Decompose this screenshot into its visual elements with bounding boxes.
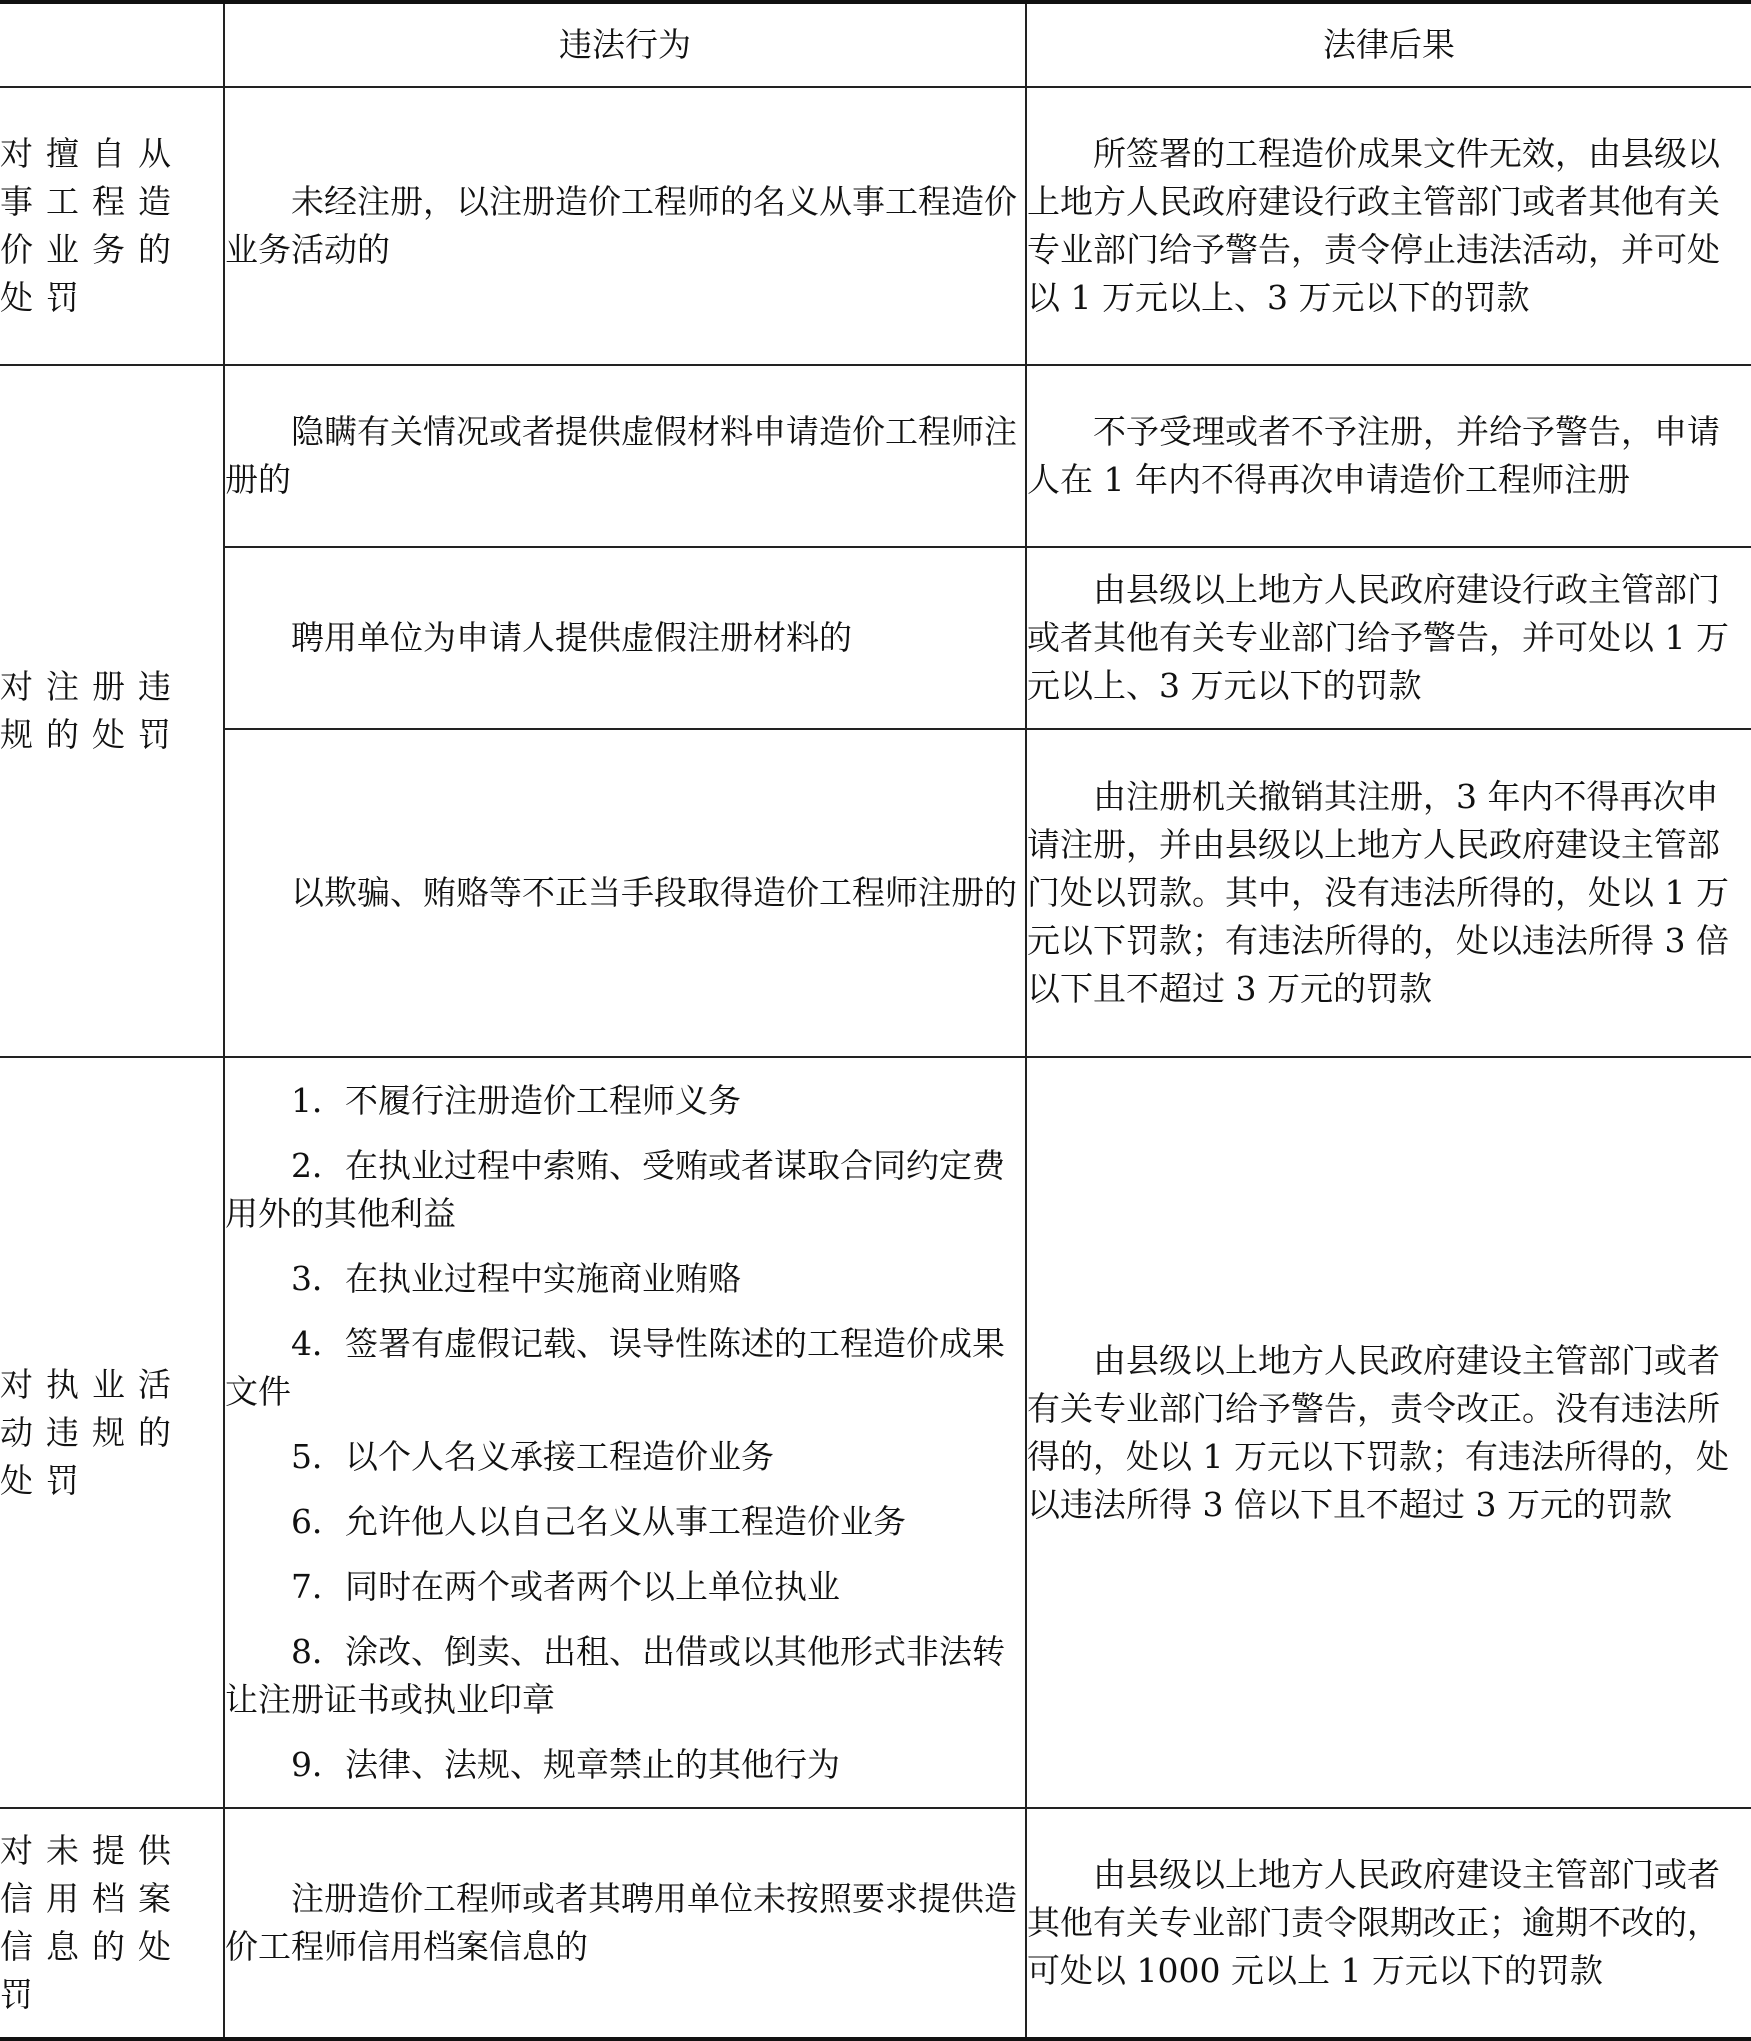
consequence-cell [1026, 729, 1751, 1057]
violation-text: 聘用单位为申请人提供虚假注册材料的 [291, 618, 852, 657]
violation-text: 注册造价工程师或者其聘用单位未按照要求提供造价工程师信用档案信息的 [225, 1879, 1017, 1966]
table-row [0, 547, 1751, 729]
consequence-cell [1026, 1808, 1751, 2039]
violation-list-item: 8．涂改、倒卖、出租、出借或以其他形式非法转让注册证书或执业印章 [225, 1631, 1005, 1719]
consequence-cell [1026, 87, 1751, 365]
consequence-cell [1026, 547, 1751, 729]
table-row [0, 729, 1751, 1057]
table-row [0, 365, 1751, 547]
violation-list-item: 5．以个人名义承接工程造价业务 [291, 1436, 774, 1476]
violation-text: 以欺骗、贿赂等不正当手段取得造价工程师注册的 [291, 873, 1017, 912]
consequence-text: 由注册机关撤销其注册，3 年内不得再次申请注册，并由县级以上地方人民政府建设主管部门处以罚款。其中，没有违法所得的，处以 1 万元以下罚款；有违法所得的，处以违法所得 3 倍以下且不超过 3 万元的罚款 [1027, 777, 1729, 1008]
table-header-row [0, 2, 1751, 87]
violation-text: 未经注册，以注册造价工程师的名义从事工程造价业务活动的 [225, 182, 1017, 269]
header-consequence: 法律后果 [1026, 2, 1751, 87]
violation-list-item: 7．同时在两个或者两个以上单位执业 [291, 1566, 840, 1606]
violation-list-item: 4．签署有虚假记载、误导性陈述的工程造价成果文件 [225, 1323, 1005, 1411]
consequence-text: 由县级以上地方人民政府建设主管部门或者其他有关专业部门责令限期改正；逾期不改的，可处以 1000 元以上 1 万元以下的罚款 [1027, 1855, 1720, 1990]
header-violation: 违法行为 [224, 2, 1026, 87]
table-row [0, 87, 1751, 365]
category-cell: 对注册违规的处罚 [0, 365, 224, 1057]
violation-cell [224, 87, 1026, 365]
category-cell: 对未提供信用档案信息的处罚 [0, 1808, 224, 2039]
violation-cell [224, 365, 1026, 547]
consequence-cell [1026, 1057, 1751, 1808]
violation-list-item: 2．在执业过程中索贿、受贿或者谋取合同约定费用外的其他利益 [225, 1145, 1005, 1233]
table-row [0, 1808, 1751, 2039]
violation-list-item: 1．不履行注册造价工程师义务 [291, 1080, 741, 1120]
violation-list-cell [224, 1057, 1026, 1808]
violation-list-item: 3．在执业过程中实施商业贿赂 [291, 1258, 741, 1298]
violation-cell [224, 1808, 1026, 2039]
violation-list-item: 9．法律、法规、规章禁止的其他行为 [291, 1744, 840, 1784]
category-cell: 对执业活动违规的处罚 [0, 1057, 224, 1808]
violation-text: 隐瞒有关情况或者提供虚假材料申请造价工程师注册的 [225, 412, 1017, 499]
consequence-text: 由县级以上地方人民政府建设行政主管部门或者其他有关专业部门给予警告，并可处以 1 万元以上、3 万元以下的罚款 [1027, 570, 1729, 705]
violation-cell [224, 547, 1026, 729]
header-category [0, 2, 224, 87]
category-cell: 对擅自从事工程造价业务的处罚 [0, 87, 224, 365]
consequence-cell [1026, 365, 1751, 547]
violation-list-item: 6．允许他人以自己名义从事工程造价业务 [291, 1501, 906, 1541]
consequence-text: 所签署的工程造价成果文件无效，由县级以上地方人民政府建设行政主管部门或者其他有关专业部门给予警告，责令停止违法活动，并可处以 1 万元以上、3 万元以下的罚款 [1027, 134, 1720, 317]
violation-cell [224, 729, 1026, 1057]
consequence-text: 由县级以上地方人民政府建设主管部门或者有关专业部门给予警告，责令改正。没有违法所得的，处以 1 万元以下罚款；有违法所得的，处以违法所得 3 倍以下且不超过 3 万元的罚款 [1027, 1340, 1729, 1524]
table-row [0, 1057, 1751, 1808]
consequence-text: 不予受理或者不予注册，并给予警告，申请人在 1 年内不得再次申请造价工程师注册 [1027, 412, 1720, 499]
